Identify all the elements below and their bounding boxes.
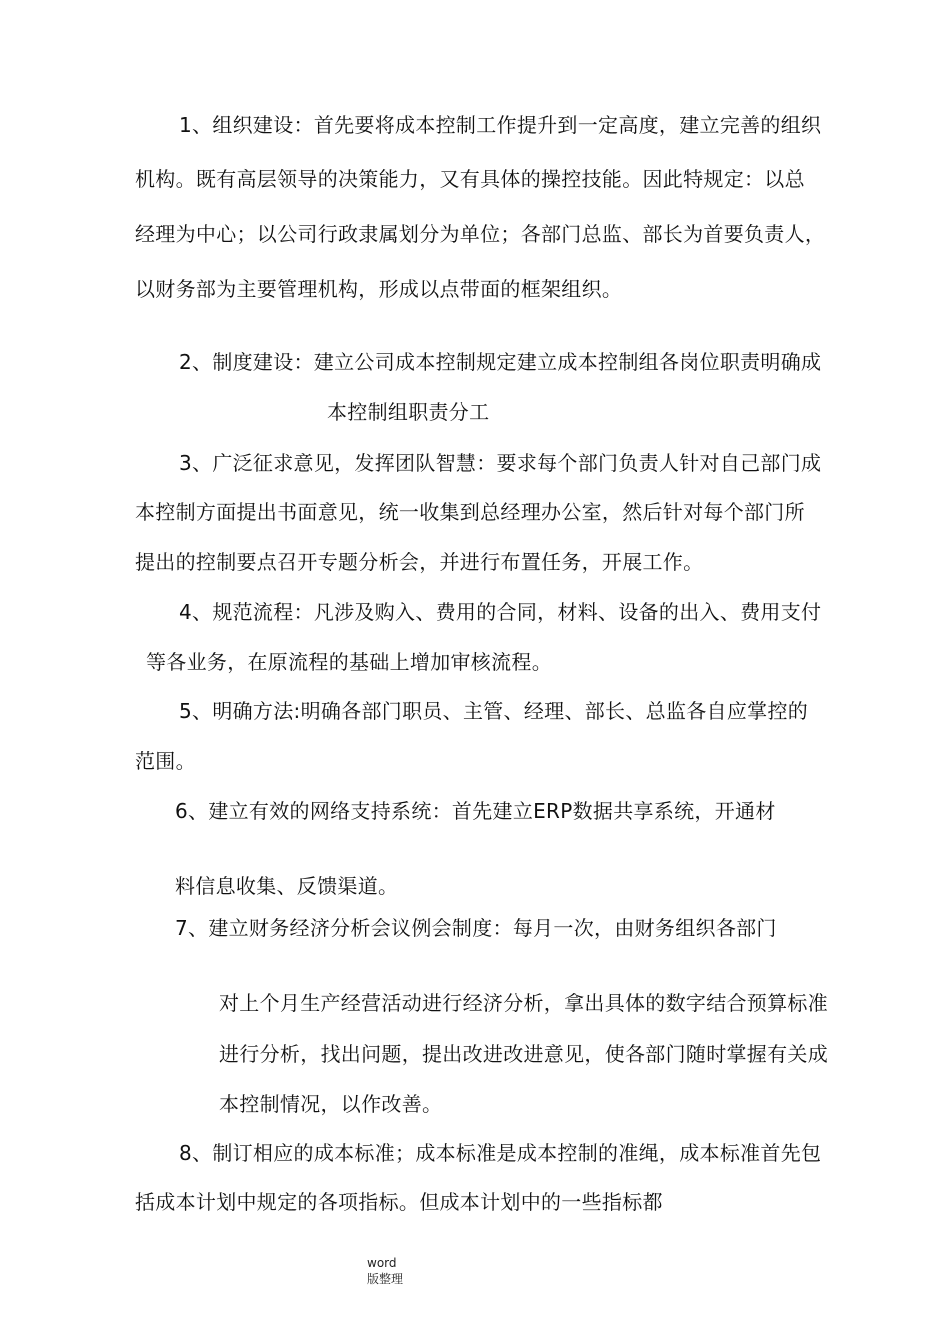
footer-note: 版整理 <box>367 1272 404 1286</box>
paragraph-line: 5、明确方法:明确各部门职员、主管、经理、部长、总监各自应掌控的 <box>179 699 809 723</box>
paragraph-line: 本控制方面提出书面意见，统一收集到总经理办公室，然后针对每个部门所 <box>135 500 805 524</box>
paragraph-line: 经理为中心；以公司行政隶属划分为单位；各部门总监、部长为首要负责人， <box>135 222 826 246</box>
paragraph-line: 提出的控制要点召开专题分析会，并进行布置任务，开展工作。 <box>135 550 704 574</box>
paragraph-line: 7、建立财务经济分析会议例会制度：每月一次，由财务组织各部门 <box>175 916 777 940</box>
paragraph-line: 机构。既有高层领导的决策能力，又有具体的操控技能。因此特规定：以总 <box>135 167 805 191</box>
footer-word: word <box>367 1256 397 1270</box>
paragraph-line: 4、规范流程：凡涉及购入、费用的合同，材料、设备的出入、费用支付 <box>179 600 822 624</box>
paragraph-line: 等各业务，在原流程的基础上增加审核流程。 <box>146 650 552 674</box>
paragraph-line: 6、建立有效的网络支持系统：首先建立ERP数据共享系统，开通材 <box>175 799 776 823</box>
paragraph-line: 对上个月生产经营活动进行经济分析，拿出具体的数字结合预算标准 <box>219 991 828 1015</box>
paragraph-line: 范围。 <box>135 749 196 773</box>
paragraph-line: 以财务部为主要管理机构，形成以点带面的框架组织。 <box>135 277 623 301</box>
paragraph-line: 料信息收集、反馈渠道。 <box>175 874 399 898</box>
paragraph-line: 括成本计划中规定的各项指标。但成本计划中的一些指标都 <box>135 1190 663 1214</box>
paragraph-line: 3、广泛征求意见，发挥团队智慧：要求每个部门负责人针对自己部门成 <box>179 451 822 475</box>
paragraph-line: 进行分析，找出问题，提出改进改进意见，使各部门随时掌握有关成 <box>219 1042 828 1066</box>
paragraph-line: 8、制订相应的成本标准；成本标准是成本控制的准绳，成本标准首先包 <box>179 1141 822 1165</box>
paragraph-line: 1、组织建设：首先要将成本控制工作提升到一定高度，建立完善的组织 <box>179 113 822 137</box>
paragraph-line: 本控制情况，以作改善。 <box>219 1092 443 1116</box>
paragraph-line: 2、制度建设：建立公司成本控制规定建立成本控制组各岗位职责明确成 <box>179 350 822 374</box>
paragraph-line: 本控制组职责分工 <box>327 400 490 424</box>
